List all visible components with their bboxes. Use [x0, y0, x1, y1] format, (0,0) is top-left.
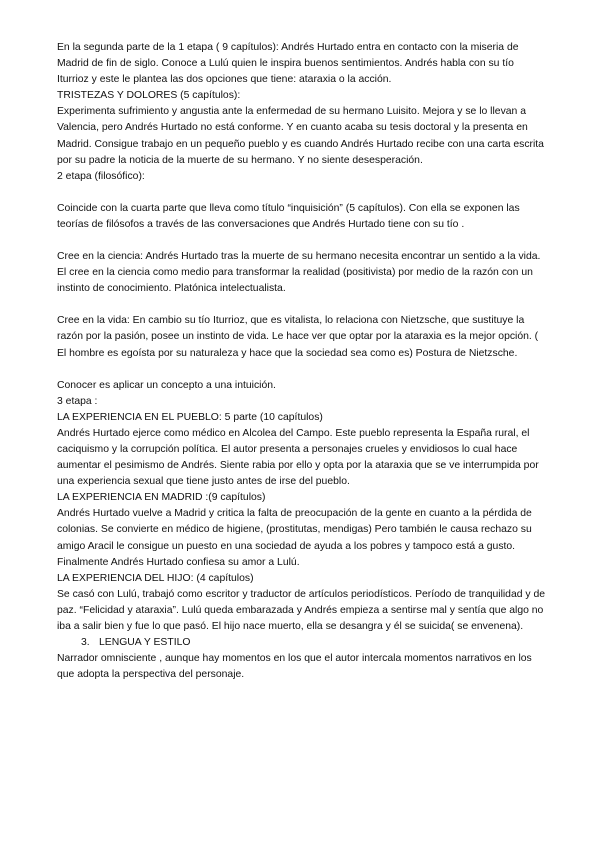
paragraph-tristezas: Experimenta sufrimiento y angustia ante la enfermedad de su hermano Luisito. Mejora y se lo llevan a Valencia, pero Andrés Hurtado no está conforme. Y en cuanto acaba su tesis doctoral y la presenta en Madrid. Consigue trabajo en un pequeño pueblo y es cuando Andrés Hurtado recibe con una carta escrita por su padre la noticia de la muerte de su hermano. Y no siente desesperación. — [57, 106, 544, 166]
heading-experiencia-hijo: LA EXPERIENCIA DEL HIJO: (4 capítulos) — [57, 572, 254, 584]
heading-experiencia-pueblo: LA EXPERIENCIA EN EL PUEBLO: 5 parte (10 capítulos) — [57, 411, 323, 423]
paragraph-cree-en-la-vida: Cree en la vida: En cambio su tío Iturrioz, que es vitalista, lo relaciona con Nietzsche, que sustituye la razón por la pasión, posee un instinto de vida. Le hace ver que optar por la ataraxia es la mejor opción. ( El hombre es egoísta por su naturaleza y hace que la sociedad sea como es) Postura de Nietzsche. — [57, 315, 539, 359]
paragraph-coincide: Coincide con la cuarta parte que lleva como título “inquisición” (5 capítulos). Con ella se exponen las teorías de filósofos a través de las conversaciones que Andrés Hurtado tiene con su tío . — [57, 202, 520, 230]
heading-tristezas-y-dolores: TRISTEZAS Y DOLORES (5 capítulos): — [57, 90, 241, 102]
heading-etapa-3: 3 etapa : — [57, 395, 98, 407]
heading-lengua-y-estilo-text: LENGUA Y ESTILO — [99, 637, 191, 649]
document-page — [57, 40, 547, 683]
paragraph-experiencia-hijo: Se casó con Lulú, trabajó como escritor y traductor de artículos periodísticos. Período de tranquilidad y de paz. “Felicidad y ataraxia”. Lulú queda embarazada y Andrés empieza a sentirse mal y sentía que algo no iba a salir bien y fue lo que pasó. El hijo nace muerto, ella se desangra y él se suicida( se envenena). — [57, 588, 546, 632]
list-number: 3. — [81, 637, 90, 649]
paragraph-cree-en-la-ciencia: Cree en la ciencia: Andrés Hurtado tras la muerte de su hermano necesita encontrar un sentido a la vida. El cree en la ciencia como medio para transformar la realidad (positivista) por medio de la razón con un instinto de conocimiento. Platónica intelectualista. — [57, 251, 541, 295]
heading-etapa-2: 2 etapa (filosófico): — [57, 170, 145, 182]
paragraph-segunda-parte: En la segunda parte de la 1 etapa ( 9 capítulos): Andrés Hurtado entra en contacto con la miseria de Madrid de fin de siglo. Conoce a Lulú quien le inspira buenos sentimientos. Andrés habla con su tío Iturrioz y este le plantea las dos opciones que tiene: ataraxia o la acción. — [57, 42, 519, 86]
paragraph-experiencia-madrid: Andrés Hurtado vuelve a Madrid y critica la falta de preocupación de la gente en cuanto a la pérdida de colonias. Se convierte en médico de higiene, (prostitutas, mendigas) Pero también le causa rechazo su amigo Aracil le consigue un puesto en una sociedad de ayuda a los pobres y tampoco está a gusto. Finalmente Andrés Hurtado confiesa su amor a Lulú. — [57, 508, 532, 568]
heading-experiencia-madrid: LA EXPERIENCIA EN MADRID :(9 capítulos) — [57, 492, 266, 504]
paragraph-experiencia-pueblo: Andrés Hurtado ejerce como médico en Alcolea del Campo. Este pueblo representa la España rural, el caciquismo y la corrupción política. El autor presenta a personajes crueles y envidiosos lo cual hace aumentar el pesimismo de Andrés. Siente rabia por ello y opta por la ataraxia que se ve interrumpida por una experiencia sexual que tiene justo antes de irse del pueblo. — [57, 427, 539, 488]
paragraph-conocer: Conocer es aplicar un concepto a una intuición. — [57, 379, 276, 391]
paragraph-narrador: Narrador omnisciente , aunque hay momentos en los que el autor intercala momentos narrativos en los que adopta la perspectiva del personaje. — [57, 653, 532, 681]
heading-lengua-y-estilo — [81, 635, 547, 651]
